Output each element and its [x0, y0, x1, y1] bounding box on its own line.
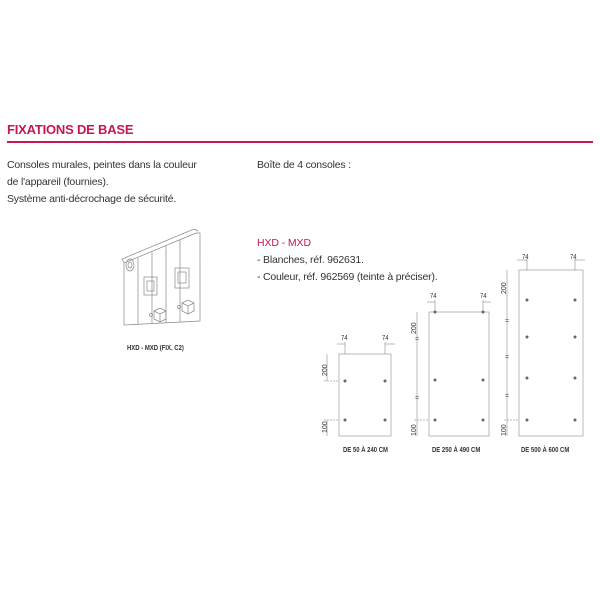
diagram-caption-small: DE 50 À 240 CM [343, 447, 388, 454]
equal-spacing-mark: = [415, 395, 420, 402]
top-dimension-left: 74 [522, 254, 529, 261]
bracket-diagram-small [337, 350, 397, 440]
radiator-bracket-illustration [118, 225, 218, 335]
left-description-line: Consoles murales, peintes dans la couleur [7, 159, 197, 171]
equal-spacing-mark: = [505, 393, 510, 400]
left-description-line: Système anti-décrochage de sécurité. [7, 193, 177, 205]
bottom-offset-dimension: 100 [501, 424, 508, 436]
top-dimension-right: 74 [480, 293, 487, 300]
equal-spacing-mark: = [505, 354, 510, 361]
bracket-diagram-medium [427, 312, 493, 442]
illustration-caption: HXD - MXD (FIX. C2) [127, 345, 184, 352]
top-offset-dimension: 200 [501, 282, 508, 294]
bottom-offset-dimension: 100 [411, 424, 418, 436]
left-description [7, 157, 197, 208]
bracket-diagram-large [517, 270, 589, 445]
reference-white: - Blanches, réf. 962631. [257, 254, 364, 266]
top-dimension-right: 74 [570, 254, 577, 261]
top-dimension-right: 74 [382, 335, 389, 342]
equal-spacing-mark: = [415, 336, 420, 343]
box-description: Boîte de 4 consoles : [257, 159, 351, 171]
top-dimension-left: 74 [430, 293, 437, 300]
top-offset-dimension: 200 [322, 364, 329, 376]
model-name: HXD - MXD [257, 237, 311, 249]
section-title: FIXATIONS DE BASE [7, 122, 134, 137]
diagram-caption-large: DE 500 À 600 CM [521, 447, 570, 454]
bottom-offset-dimension: 100 [322, 421, 329, 433]
top-dimension-left: 74 [341, 335, 348, 342]
reference-color: - Couleur, réf. 962569 (teinte à préciser). [257, 271, 438, 283]
top-offset-dimension: 200 [411, 322, 418, 334]
diagram-caption-medium: DE 250 À 490 CM [432, 447, 481, 454]
reference-list [257, 252, 438, 286]
equal-spacing-mark: = [505, 318, 510, 325]
section-divider [7, 141, 593, 143]
left-description-line: de l'appareil (fournies). [7, 176, 109, 188]
